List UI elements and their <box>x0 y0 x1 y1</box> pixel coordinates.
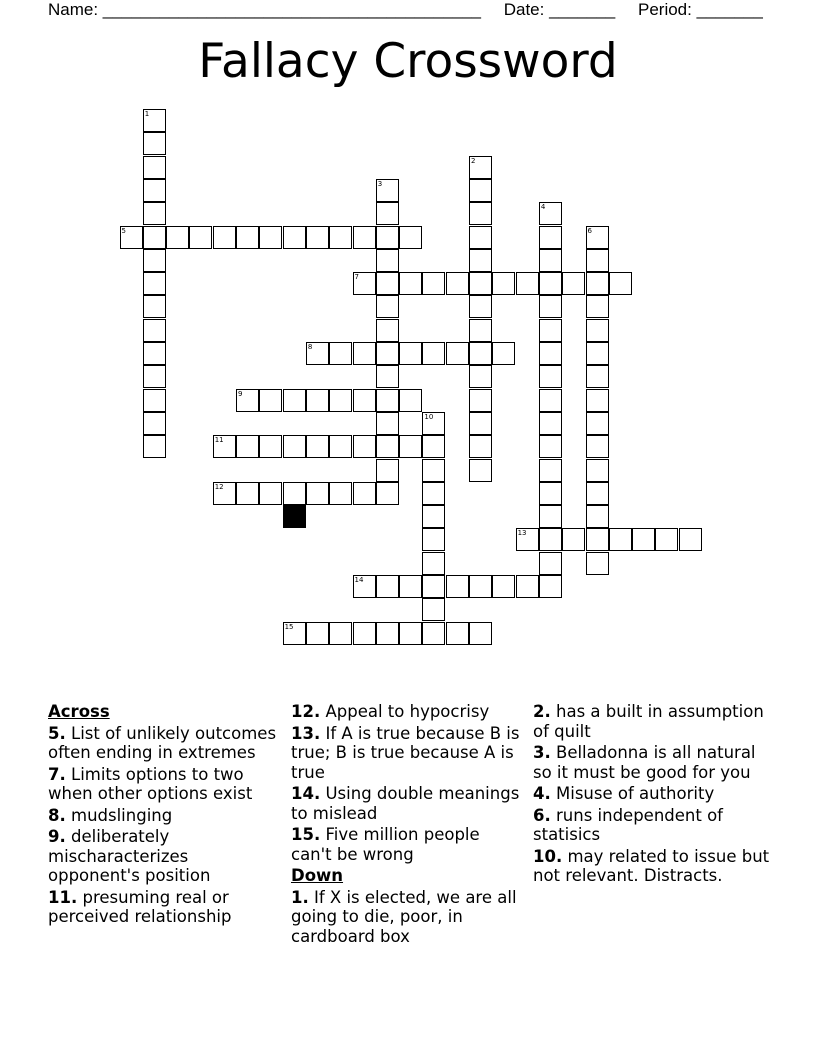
crossword-cell[interactable] <box>469 295 492 318</box>
cell-number: 12 <box>214 482 224 491</box>
clue-number: 3. <box>533 743 551 762</box>
clue-text: Belladonna is all natural so it must be good for you <box>533 743 756 782</box>
crossword-cell[interactable] <box>236 226 259 249</box>
crossword-cell[interactable] <box>376 226 399 249</box>
crossword-cell[interactable] <box>632 528 655 551</box>
crossword-cell[interactable] <box>469 365 492 388</box>
clue <box>291 825 523 864</box>
crossword-cell[interactable] <box>143 319 166 342</box>
cell-number: 1 <box>144 110 150 118</box>
crossword-cell[interactable] <box>143 249 166 272</box>
crossword-cell[interactable] <box>143 179 166 202</box>
crossword-cell[interactable] <box>329 435 352 458</box>
crossword-cell[interactable] <box>586 226 609 249</box>
crossword-cell[interactable] <box>422 575 445 598</box>
crossword-cell[interactable] <box>399 435 422 458</box>
crossword-cell[interactable] <box>306 482 329 505</box>
black-cell <box>283 505 306 528</box>
clue <box>291 784 523 823</box>
crossword-cell[interactable] <box>376 319 399 342</box>
crossword-cell[interactable] <box>609 528 632 551</box>
crossword-cell[interactable] <box>422 435 445 458</box>
clue-number: 15. <box>291 825 321 844</box>
crossword-cell[interactable] <box>143 109 166 132</box>
period-field[interactable]: Period: _______ <box>638 0 763 19</box>
crossword-cell[interactable] <box>446 575 469 598</box>
crossword-cell[interactable] <box>469 622 492 645</box>
clue-number: 4. <box>533 784 551 803</box>
across-heading: Across <box>48 702 110 721</box>
across-clue-list-continued <box>291 702 523 864</box>
clue-text: Appeal to hypocrisy <box>320 702 490 721</box>
clue-number: 10. <box>533 846 563 866</box>
crossword-cell[interactable] <box>376 365 399 388</box>
cell-number: 10 <box>424 412 434 421</box>
clue-number: 11. <box>48 887 78 907</box>
crossword-cell[interactable] <box>376 622 399 645</box>
crossword-cell[interactable] <box>469 202 492 225</box>
clue-number: 9. <box>48 827 66 846</box>
crossword-cell[interactable] <box>539 575 562 598</box>
crossword-cell[interactable] <box>586 435 609 458</box>
crossword-cell[interactable] <box>376 342 399 365</box>
crossword-cell[interactable] <box>143 226 166 249</box>
crossword-cell[interactable] <box>329 226 352 249</box>
crossword-cell[interactable] <box>539 412 562 435</box>
clue <box>48 724 280 763</box>
crossword-cell[interactable] <box>539 272 562 295</box>
crossword-cell[interactable] <box>236 389 259 412</box>
clue-text: runs independent of statisics <box>533 805 723 844</box>
clue <box>48 888 280 927</box>
crossword-cell[interactable] <box>143 365 166 388</box>
clue-text: mudslinging <box>65 805 173 825</box>
crossword-cell[interactable] <box>586 552 609 575</box>
crossword-cell[interactable] <box>586 459 609 482</box>
clue <box>533 847 773 886</box>
crossword-cell[interactable] <box>469 435 492 458</box>
crossword-cell[interactable] <box>306 342 329 365</box>
crossword-cell[interactable] <box>539 435 562 458</box>
crossword-cell[interactable] <box>143 295 166 318</box>
crossword-cell[interactable] <box>586 295 609 318</box>
crossword-cell[interactable] <box>586 319 609 342</box>
crossword-cell[interactable] <box>143 156 166 179</box>
clue-number: 8. <box>48 805 66 825</box>
crossword-cell[interactable] <box>283 389 306 412</box>
clue-number: 13. <box>291 723 321 743</box>
crossword-cell[interactable] <box>586 389 609 412</box>
crossword-cell[interactable] <box>422 598 445 621</box>
clue-text: may related to issue but not relevant. Distracts. <box>533 846 770 885</box>
clue-text: If A is true because B is true; B is true because A is true <box>291 723 520 782</box>
clue-text: deliberately mischaracterizes opponent's position <box>48 827 211 885</box>
crossword-cell[interactable] <box>539 505 562 528</box>
crossword-cell[interactable] <box>353 342 376 365</box>
name-field[interactable]: Name: ________________________________________ <box>48 0 481 19</box>
cell-number: 4 <box>540 203 546 212</box>
crossword-cell[interactable] <box>492 272 515 295</box>
crossword-cell[interactable] <box>586 342 609 365</box>
crossword-cell[interactable] <box>586 365 609 388</box>
clue <box>533 702 773 741</box>
crossword-cell[interactable] <box>422 482 445 505</box>
cell-number: 14 <box>354 576 364 584</box>
clue-number: 1. <box>291 887 309 907</box>
crossword-cell[interactable] <box>376 435 399 458</box>
crossword-cell[interactable] <box>329 389 352 412</box>
crossword-cell[interactable] <box>259 226 282 249</box>
crossword-cell[interactable] <box>353 389 376 412</box>
cell-number: 8 <box>307 343 313 351</box>
crossword-cell[interactable] <box>353 482 376 505</box>
clue <box>291 888 523 947</box>
down-heading: Down <box>291 866 344 885</box>
clue-number: 2. <box>533 702 551 721</box>
crossword-cell[interactable] <box>306 435 329 458</box>
crossword-cell[interactable] <box>306 389 329 412</box>
crossword-cell[interactable] <box>539 295 562 318</box>
crossword-cell[interactable] <box>655 528 678 551</box>
clue <box>48 765 280 804</box>
crossword-cell[interactable] <box>469 389 492 412</box>
crossword-cell[interactable] <box>353 575 376 598</box>
crossword-cell[interactable] <box>376 179 399 202</box>
crossword-cell[interactable] <box>143 342 166 365</box>
page-title: Fallacy Crossword <box>198 34 618 89</box>
clues-column-3 <box>533 702 773 888</box>
crossword-cell[interactable] <box>539 552 562 575</box>
crossword-cell[interactable] <box>376 482 399 505</box>
crossword-cell[interactable] <box>399 342 422 365</box>
crossword-cell[interactable] <box>422 459 445 482</box>
crossword-cell[interactable] <box>469 249 492 272</box>
crossword-cell[interactable] <box>259 482 282 505</box>
crossword-cell[interactable] <box>376 575 399 598</box>
crossword-cell[interactable] <box>189 226 212 249</box>
crossword-cell[interactable] <box>539 226 562 249</box>
down-clue-list-continued <box>533 702 773 886</box>
crossword-cell[interactable] <box>143 132 166 155</box>
crossword-cell[interactable] <box>469 412 492 435</box>
crossword-cell[interactable] <box>469 342 492 365</box>
crossword-cell[interactable] <box>399 622 422 645</box>
crossword-cell[interactable] <box>259 389 282 412</box>
crossword-cell[interactable] <box>376 389 399 412</box>
clue-text: Using double meanings to mislead <box>291 784 520 823</box>
crossword-cell[interactable] <box>353 622 376 645</box>
crossword-cell[interactable] <box>469 179 492 202</box>
crossword-cell[interactable] <box>492 575 515 598</box>
crossword-cell[interactable] <box>586 249 609 272</box>
clue-text: List of unlikely outcomes often ending in extremes <box>48 723 277 762</box>
cell-number: 11 <box>214 436 224 445</box>
crossword-cell[interactable] <box>143 412 166 435</box>
clue <box>291 702 523 722</box>
clue <box>291 724 523 783</box>
crossword-cell[interactable] <box>422 622 445 645</box>
crossword-cell[interactable] <box>143 389 166 412</box>
crossword-cell[interactable] <box>399 226 422 249</box>
cell-number: 6 <box>587 226 592 235</box>
crossword-cell[interactable] <box>516 272 539 295</box>
crossword-cell[interactable] <box>679 528 702 551</box>
cell-number: 5 <box>121 226 126 235</box>
clue-text: If X is elected, we are all going to die, poor, in cardboard box <box>291 887 517 946</box>
crossword-cell[interactable] <box>539 389 562 412</box>
crossword-cell[interactable] <box>143 435 166 458</box>
clue-number: 5. <box>48 723 66 743</box>
crossword-cell[interactable] <box>143 202 166 225</box>
crossword-cell[interactable] <box>422 272 445 295</box>
crossword-cell[interactable] <box>469 226 492 249</box>
crossword-cell[interactable] <box>539 459 562 482</box>
across-clue-list <box>48 724 280 927</box>
crossword-cell[interactable] <box>329 342 352 365</box>
clue-number: 12. <box>291 702 321 721</box>
crossword-cell[interactable] <box>539 202 562 225</box>
crossword-cell[interactable] <box>376 272 399 295</box>
crossword-cell[interactable] <box>399 575 422 598</box>
clue-number: 14. <box>291 784 321 803</box>
crossword-cell[interactable] <box>422 412 445 435</box>
clue <box>533 743 773 782</box>
crossword-cell[interactable] <box>306 622 329 645</box>
crossword-cell[interactable] <box>609 272 632 295</box>
clue-number: 7. <box>48 764 66 784</box>
crossword-cell[interactable] <box>329 622 352 645</box>
date-field[interactable]: Date: _______ <box>503 0 616 19</box>
crossword-cell[interactable] <box>422 552 445 575</box>
crossword-cell[interactable] <box>586 505 609 528</box>
crossword-cell[interactable] <box>492 342 515 365</box>
cell-number: 7 <box>354 273 359 282</box>
crossword-cell[interactable] <box>446 342 469 365</box>
crossword-cell[interactable] <box>353 272 376 295</box>
crossword-cell[interactable] <box>376 459 399 482</box>
crossword-cell[interactable] <box>143 272 166 295</box>
clue-text: presuming real or perceived relationship <box>48 887 232 926</box>
crossword-cell[interactable] <box>562 528 585 551</box>
crossword-cell[interactable] <box>539 482 562 505</box>
cell-number: 2 <box>471 156 476 165</box>
crossword-cell[interactable] <box>283 435 306 458</box>
crossword-cell[interactable] <box>469 319 492 342</box>
cell-number: 13 <box>517 529 527 538</box>
crossword-cell[interactable] <box>236 435 259 458</box>
crossword-cell[interactable] <box>586 272 609 295</box>
crossword-cell[interactable] <box>399 389 422 412</box>
crossword-cell[interactable] <box>446 272 469 295</box>
crossword-cell[interactable] <box>469 272 492 295</box>
crossword-cell[interactable] <box>213 482 236 505</box>
clue <box>48 827 280 886</box>
crossword-cell[interactable] <box>399 272 422 295</box>
crossword-cell[interactable] <box>166 226 189 249</box>
crossword-cell[interactable] <box>516 575 539 598</box>
crossword-cell[interactable] <box>283 482 306 505</box>
clue-number: 6. <box>533 805 551 825</box>
crossword-cell[interactable] <box>259 435 282 458</box>
crossword-cell[interactable] <box>422 342 445 365</box>
crossword-cell[interactable] <box>539 528 562 551</box>
crossword-cell[interactable] <box>469 459 492 482</box>
crossword-cell[interactable] <box>236 482 259 505</box>
crossword-cell[interactable] <box>376 249 399 272</box>
down-clue-list <box>291 888 523 947</box>
crossword-cell[interactable] <box>539 342 562 365</box>
clues-column-1 <box>48 702 280 929</box>
crossword-cell[interactable] <box>562 272 585 295</box>
crossword-cell[interactable] <box>469 575 492 598</box>
clue-text: Five million people can't be wrong <box>291 825 480 864</box>
crossword-cell[interactable] <box>120 226 143 249</box>
crossword-cell[interactable] <box>213 435 236 458</box>
crossword-cell[interactable] <box>283 622 306 645</box>
crossword-cell[interactable] <box>586 482 609 505</box>
crossword-cell[interactable] <box>329 482 352 505</box>
crossword-cell[interactable] <box>446 622 469 645</box>
clue-text: Limits options to two when other options exist <box>48 764 253 803</box>
crossword-cell[interactable] <box>306 226 329 249</box>
clue-text: Misuse of authority <box>550 784 715 803</box>
cell-number: 3 <box>377 179 383 188</box>
crossword-cell[interactable] <box>539 319 562 342</box>
crossword-cell[interactable] <box>353 435 376 458</box>
crossword-cell[interactable] <box>376 412 399 435</box>
crossword-cell[interactable] <box>422 505 445 528</box>
clue <box>533 806 773 845</box>
cell-number: 15 <box>284 622 294 631</box>
clue <box>533 784 773 804</box>
crossword-cell[interactable] <box>539 365 562 388</box>
crossword-cell[interactable] <box>586 412 609 435</box>
crossword-cell[interactable] <box>422 528 445 551</box>
crossword-cell[interactable] <box>586 528 609 551</box>
crossword-cell[interactable] <box>469 156 492 179</box>
crossword-cell[interactable] <box>353 226 376 249</box>
crossword-cell[interactable] <box>516 528 539 551</box>
clue <box>48 806 280 826</box>
crossword-cell[interactable] <box>213 226 236 249</box>
clues-column-2 <box>291 702 523 948</box>
crossword-cell[interactable] <box>376 202 399 225</box>
cell-number: 9 <box>238 389 243 398</box>
clue-text: has a built in assumption of quilt <box>533 702 764 741</box>
crossword-cell[interactable] <box>283 226 306 249</box>
crossword-cell[interactable] <box>376 295 399 318</box>
crossword-cell[interactable] <box>539 249 562 272</box>
